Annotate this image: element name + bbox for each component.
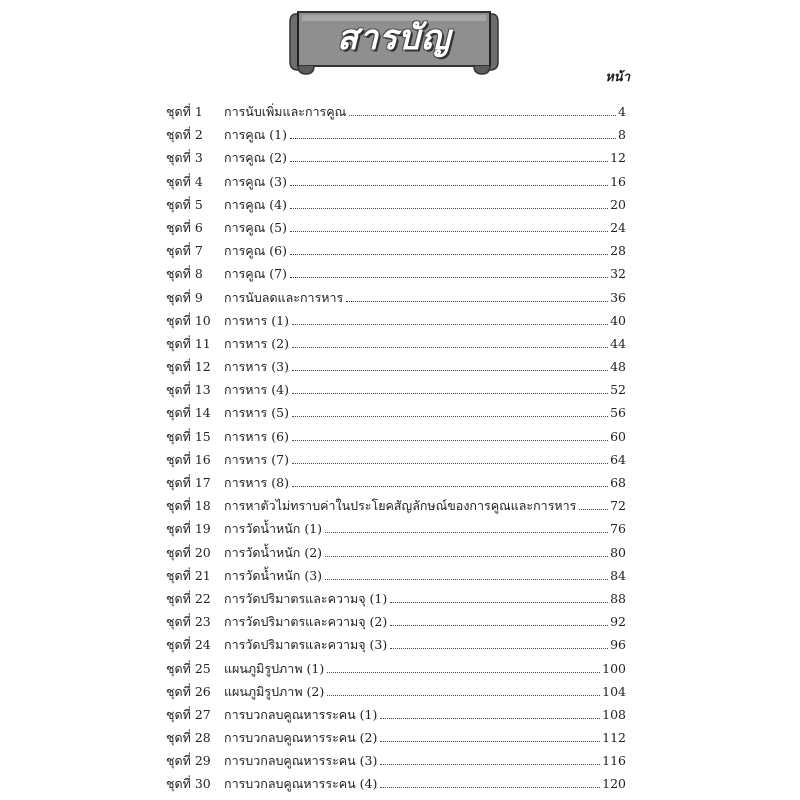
toc-leader-dots (290, 138, 616, 139)
toc-entry[interactable] (166, 541, 626, 564)
toc-title: การหาร (6) (224, 428, 289, 444)
toc-entry[interactable] (166, 355, 626, 378)
toc-title: การคูณ (7) (224, 266, 287, 282)
toc-set-number: ชุดที่ 2 (166, 127, 203, 143)
toc-entry[interactable] (166, 401, 626, 424)
toc-page-number: 112 (602, 730, 626, 746)
toc-title: การบวกลบคูณหารระคน (3) (224, 753, 378, 769)
toc-page-number: 16 (610, 173, 626, 189)
toc-leader-dots (380, 741, 600, 742)
toc-entry[interactable] (166, 170, 626, 193)
toc-leader-dots (380, 718, 600, 719)
toc-leader-dots (290, 161, 608, 162)
toc-entry[interactable] (166, 286, 626, 309)
toc-title: การคูณ (4) (224, 196, 287, 212)
toc-set-number: ชุดที่ 26 (166, 683, 211, 699)
toc-title: แผนภูมิรูปภาพ (2) (224, 683, 325, 699)
toc-leader-dots (346, 301, 608, 302)
toc-title: การหาร (4) (224, 382, 289, 398)
toc-entry[interactable] (166, 726, 626, 749)
toc-title: การคูณ (3) (224, 173, 287, 189)
toc-title: การหาร (5) (224, 405, 289, 421)
toc-entry[interactable] (166, 100, 626, 123)
toc-page-number: 36 (610, 289, 626, 305)
toc-title: การหาร (7) (224, 451, 289, 467)
toc-set-number: ชุดที่ 5 (166, 196, 203, 212)
toc-leader-dots (325, 579, 608, 580)
toc-title: การคูณ (5) (224, 219, 287, 235)
toc-title: การวัดน้ำหนัก (1) (224, 521, 323, 537)
toc-entry[interactable] (166, 587, 626, 610)
toc-leader-dots (327, 672, 600, 673)
toc-entry[interactable] (166, 564, 626, 587)
toc-set-number: ชุดที่ 14 (166, 405, 211, 421)
toc-page-number: 32 (610, 266, 626, 282)
toc-entry[interactable] (166, 262, 626, 285)
toc-entry[interactable] (166, 703, 626, 726)
toc-page-number: 108 (602, 706, 626, 722)
toc-leader-dots (292, 486, 608, 487)
toc-set-number: ชุดที่ 4 (166, 173, 203, 189)
toc-page-number: 120 (602, 776, 626, 792)
toc-set-number: ชุดที่ 27 (166, 706, 211, 722)
toc-page-number: 92 (610, 614, 626, 630)
toc-entry[interactable] (166, 680, 626, 703)
toc-entry[interactable] (166, 216, 626, 239)
toc-entry[interactable] (166, 378, 626, 401)
page-column-label: หน้า (605, 70, 630, 85)
toc-page-number: 60 (610, 428, 626, 444)
toc-set-number: ชุดที่ 21 (166, 567, 211, 583)
toc-page-number: 4 (618, 104, 626, 119)
toc-leader-dots (290, 208, 608, 209)
title-banner (288, 6, 500, 76)
toc-page-number: 8 (618, 127, 626, 143)
toc-title: การหาร (1) (224, 312, 289, 328)
toc-set-number: ชุดที่ 24 (166, 637, 211, 653)
toc-leader-dots (292, 370, 608, 371)
toc-set-number: ชุดที่ 12 (166, 359, 211, 375)
toc-entry[interactable] (166, 146, 626, 169)
toc-leader-dots (390, 625, 608, 626)
toc-page-number: 88 (610, 590, 626, 606)
toc-set-number: ชุดที่ 9 (166, 289, 203, 305)
toc-title: การวัดน้ำหนัก (2) (224, 544, 323, 560)
toc-set-number: ชุดที่ 10 (166, 312, 211, 328)
toc-entry[interactable] (166, 123, 626, 146)
toc-leader-dots (349, 115, 616, 116)
toc-page-number: 116 (602, 753, 626, 769)
toc-set-number: ชุดที่ 16 (166, 451, 211, 467)
toc-leader-dots (579, 509, 608, 510)
toc-leader-dots (290, 185, 608, 186)
toc-page-number: 20 (610, 196, 626, 212)
toc-page-number: 96 (610, 637, 626, 653)
toc-title: การวัดปริมาตรและความจุ (2) (224, 614, 388, 630)
toc-leader-dots (390, 648, 608, 649)
toc-set-number: ชุดที่ 15 (166, 428, 211, 444)
toc-entry[interactable] (166, 309, 626, 332)
toc-page-number: 56 (610, 405, 626, 421)
toc-page-number: 44 (610, 335, 626, 351)
toc-entry[interactable] (166, 772, 626, 795)
toc-title: การบวกลบคูณหารระคน (4) (224, 776, 378, 792)
toc-page-number: 28 (610, 243, 626, 259)
toc-page-number: 100 (602, 660, 626, 676)
toc-set-number: ชุดที่ 23 (166, 614, 211, 630)
toc-title: การหาตัวไม่ทราบค่าในประโยคสัญลักษณ์ของการคูณและการหาร (224, 498, 577, 514)
toc-entry[interactable] (166, 517, 626, 540)
toc-leader-dots (390, 602, 608, 603)
toc-page-number: 84 (610, 567, 626, 583)
toc-leader-dots (292, 440, 608, 441)
toc-page-number: 76 (610, 521, 626, 537)
toc-entry[interactable] (166, 332, 626, 355)
toc-set-number: ชุดที่ 7 (166, 243, 203, 259)
toc-title: การหาร (8) (224, 475, 289, 490)
toc-page-number: 52 (610, 382, 626, 398)
toc-title: การวัดปริมาตรและความจุ (1) (224, 590, 388, 606)
toc-entry[interactable] (166, 633, 626, 656)
toc-leader-dots (325, 556, 608, 557)
toc-set-number: ชุดที่ 22 (166, 590, 211, 606)
toc-leader-dots (292, 393, 608, 394)
toc-page-number: 104 (602, 683, 626, 699)
toc-set-number: ชุดที่ 28 (166, 730, 211, 746)
toc-set-number: ชุดที่ 1 (166, 104, 203, 119)
toc-set-number: ชุดที่ 13 (166, 382, 211, 398)
toc-entry[interactable] (166, 494, 626, 517)
toc-entry[interactable] (166, 610, 626, 633)
toc-title: การหาร (3) (224, 359, 289, 375)
toc-title: การหาร (2) (224, 335, 289, 351)
toc-entry[interactable] (166, 425, 626, 448)
toc-title: การคูณ (6) (224, 243, 287, 259)
toc-set-number: ชุดที่ 18 (166, 498, 211, 514)
toc-leader-dots (327, 695, 600, 696)
toc-title: แผนภูมิรูปภาพ (1) (224, 660, 325, 676)
toc-leader-dots (292, 324, 608, 325)
toc-title: การวัดน้ำหนัก (3) (224, 567, 323, 583)
toc-set-number: ชุดที่ 20 (166, 544, 211, 560)
toc-entry[interactable] (166, 471, 626, 494)
toc-set-number: ชุดที่ 29 (166, 753, 211, 769)
toc-set-number: ชุดที่ 11 (166, 335, 211, 351)
toc-page-number: 48 (610, 359, 626, 375)
toc-title: การบวกลบคูณหารระคน (1) (224, 706, 378, 722)
toc-set-number: ชุดที่ 8 (166, 266, 203, 282)
toc-page-number: 64 (610, 451, 626, 467)
toc-set-number: ชุดที่ 30 (166, 776, 211, 792)
toc-leader-dots (325, 532, 608, 533)
toc-set-number: ชุดที่ 17 (166, 475, 211, 490)
toc-leader-dots (290, 231, 608, 232)
toc-set-number: ชุดที่ 3 (166, 150, 203, 166)
toc-entry[interactable] (166, 239, 626, 262)
toc-set-number: ชุดที่ 19 (166, 521, 211, 537)
toc-title: การบวกลบคูณหารระคน (2) (224, 730, 378, 746)
toc-title: การวัดปริมาตรและความจุ (3) (224, 637, 388, 653)
toc-page-number: 80 (610, 544, 626, 560)
toc-leader-dots (292, 463, 608, 464)
toc-entry[interactable] (166, 749, 626, 772)
toc-set-number: ชุดที่ 25 (166, 660, 211, 676)
toc-page-number: 24 (610, 219, 626, 235)
toc-set-number: ชุดที่ 6 (166, 219, 203, 235)
toc-page-number: 40 (610, 312, 626, 328)
table-of-contents (166, 100, 626, 796)
toc-entry[interactable] (166, 657, 626, 680)
toc-leader-dots (292, 347, 608, 348)
toc-leader-dots (380, 787, 600, 788)
toc-entry[interactable] (166, 448, 626, 471)
toc-entry[interactable] (166, 193, 626, 216)
toc-leader-dots (290, 277, 608, 278)
toc-leader-dots (290, 254, 608, 255)
toc-title: การคูณ (2) (224, 150, 287, 166)
toc-leader-dots (292, 416, 608, 417)
toc-page-number: 12 (610, 150, 626, 166)
toc-title: การนับเพิ่มและการคูณ (224, 104, 347, 119)
toc-title: การนับลดและการหาร (224, 289, 344, 305)
page-title: สารบัญ (337, 18, 451, 58)
toc-title: การคูณ (1) (224, 127, 287, 143)
toc-leader-dots (380, 764, 600, 765)
toc-page-number: 72 (610, 498, 626, 514)
toc-page-number: 68 (610, 475, 626, 490)
